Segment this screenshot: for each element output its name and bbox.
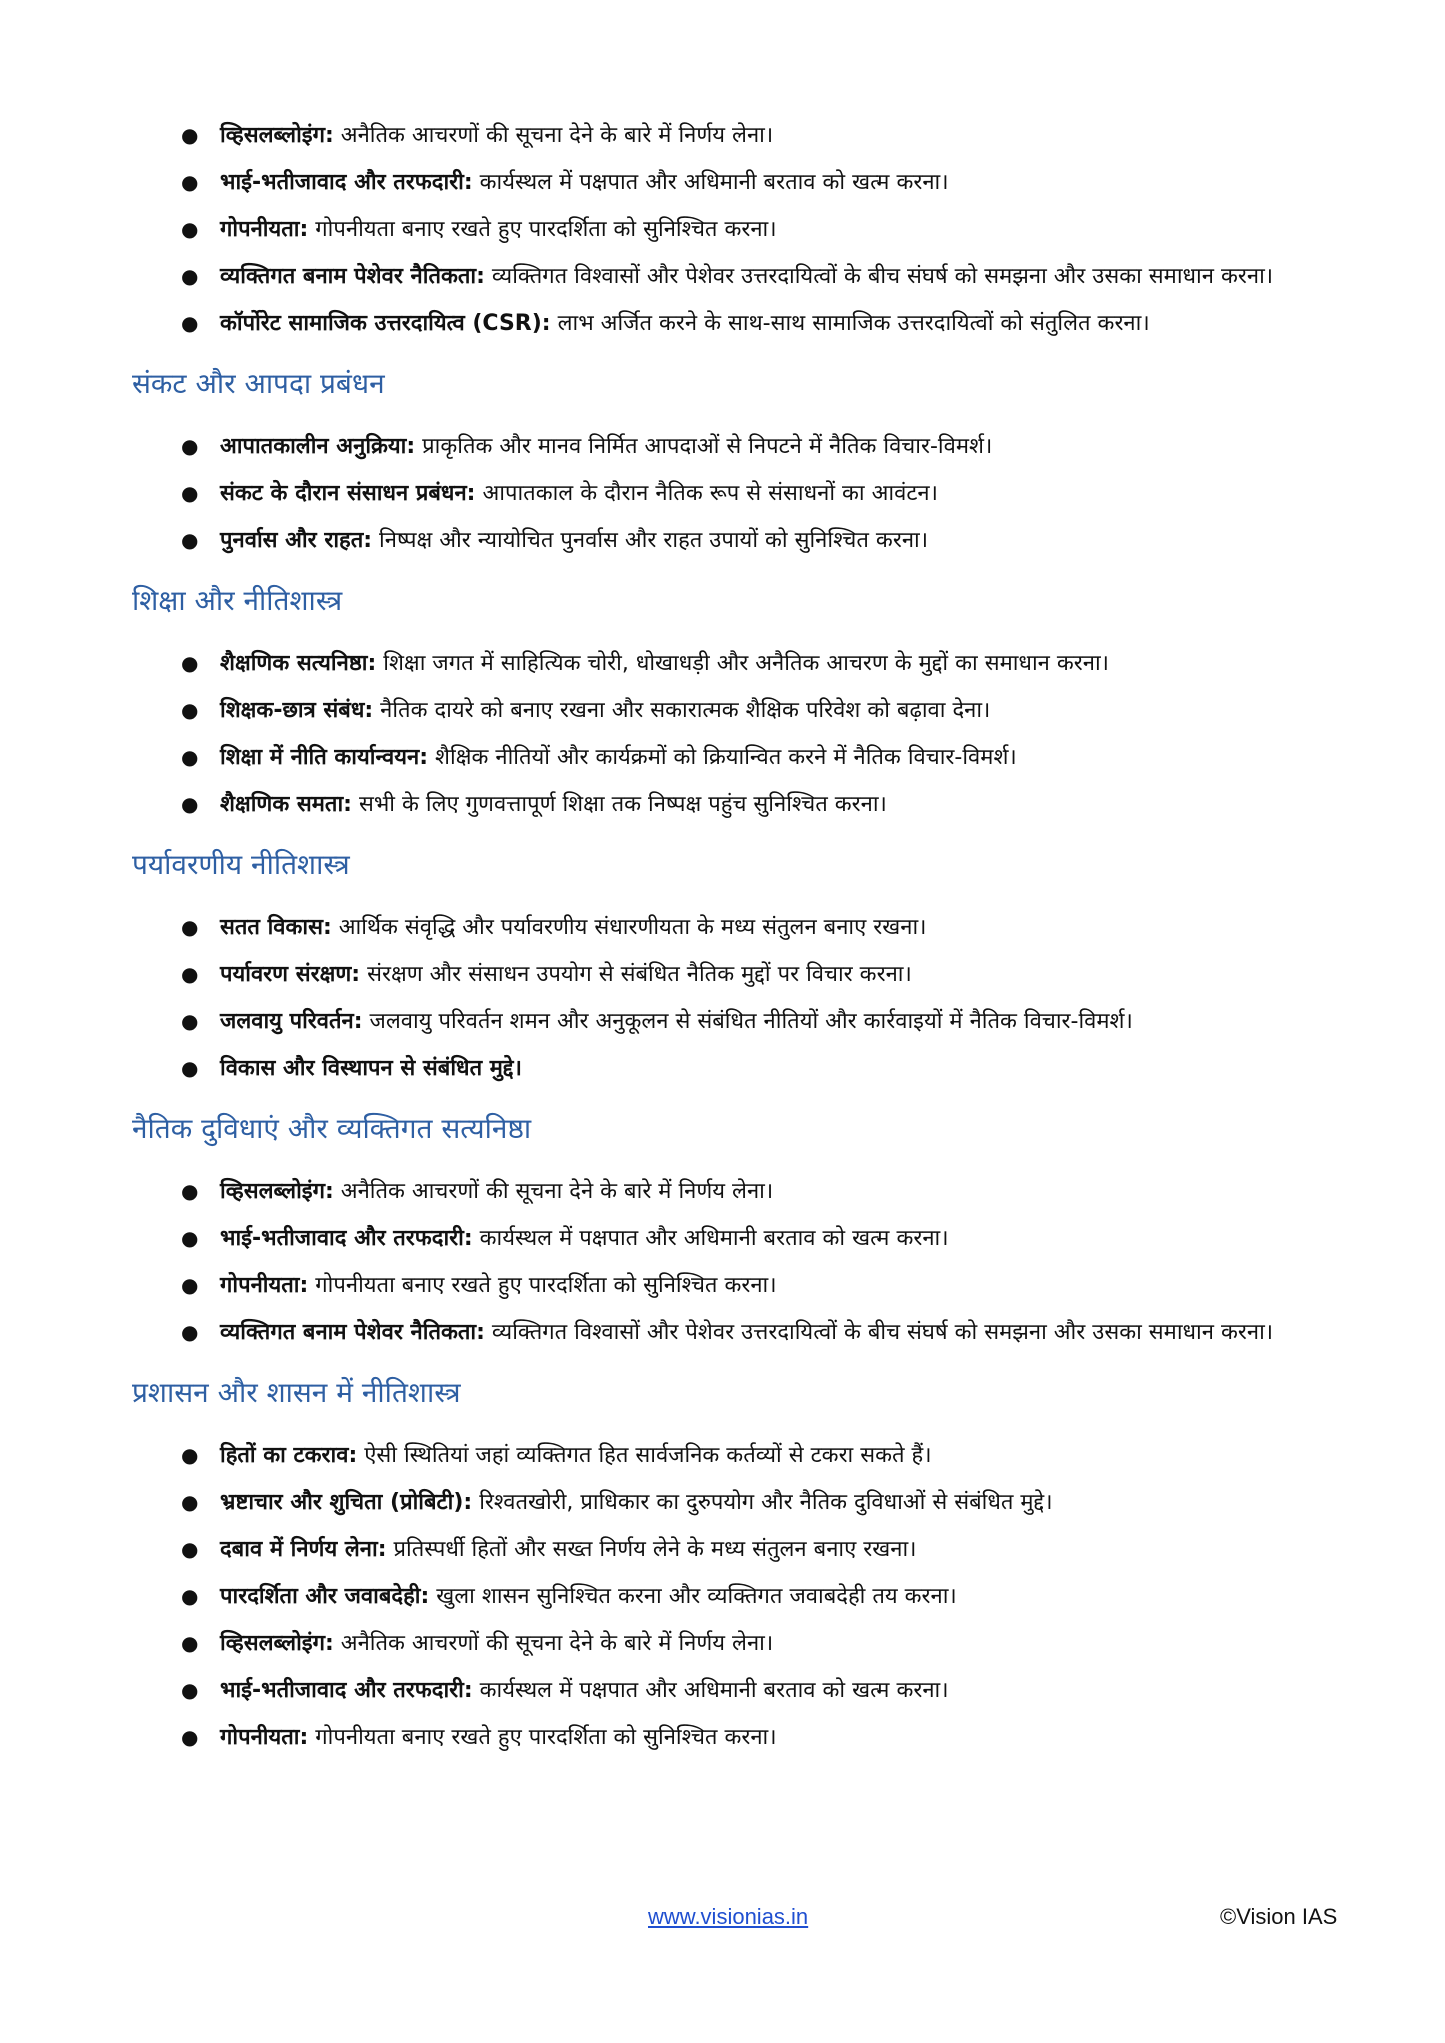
bullet-icon: ●: [181, 311, 199, 335]
item-term: भाई-भतीजावाद और तरफदारी:: [220, 1678, 473, 1703]
item-description: गोपनीयता बनाए रखते हुए पारदर्शिता को सुनिश्चित करना।: [308, 1725, 777, 1750]
list-item: [0, 1714, 1445, 1761]
item-term: व्यक्तिगत बनाम पेशेवर नैतिकता:: [220, 264, 485, 289]
list-item: [0, 1215, 1445, 1262]
item-description: गोपनीयता बनाए रखते हुए पारदर्शिता को सुनिश्चित करना।: [308, 217, 777, 242]
item-description: अनैतिक आचरणों की सूचना देने के बारे में निर्णय लेना।: [333, 1631, 774, 1656]
item-term: जलवायु परिवर्तन:: [220, 1009, 363, 1034]
item-description: कार्यस्थल में पक्षपात और अधिमानी बरताव को खत्म करना।: [472, 1678, 949, 1703]
item-description: कार्यस्थल में पक्षपात और अधिमानी बरताव को खत्म करना।: [472, 1226, 949, 1251]
item-term: गोपनीयता:: [220, 217, 309, 242]
item-term: गोपनीयता:: [220, 1273, 309, 1298]
list-item: [0, 112, 1445, 159]
section-heading: प्रशासन और शासन में नीतिशास्त्र: [132, 1376, 461, 1409]
item-term: भाई-भतीजावाद और तरफदारी:: [220, 170, 473, 195]
list-item: [0, 998, 1445, 1045]
list-item: [0, 640, 1445, 687]
list-item: [0, 159, 1445, 206]
bullet-list: [0, 112, 1445, 347]
bullet-icon: ●: [181, 1584, 199, 1608]
item-description: ऐसी स्थितियां जहां व्यक्तिगत हित सार्वजनिक कर्तव्यों से टकरा सकते हैं।: [357, 1443, 932, 1468]
item-description: आपातकाल के दौरान नैतिक रूप से संसाधनों का आवंटन।: [475, 481, 938, 506]
bullet-list: [0, 640, 1445, 828]
item-term: शिक्षा में नीति कार्यान्वयन:: [220, 745, 429, 770]
list-item: [0, 1526, 1445, 1573]
bullet-icon: ●: [181, 1009, 199, 1033]
item-term: भाई-भतीजावाद और तरफदारी:: [220, 1226, 473, 1251]
bullet-icon: ●: [181, 745, 199, 769]
bullet-icon: ●: [181, 1725, 199, 1749]
list-item: [0, 734, 1445, 781]
item-description: प्रतिस्पर्धी हितों और सख्त निर्णय लेने के मध्य संतुलन बनाए रखना।: [386, 1537, 917, 1562]
bullet-icon: ●: [181, 217, 199, 241]
bullet-icon: ●: [181, 264, 199, 288]
item-term: संकट के दौरान संसाधन प्रबंधन:: [220, 481, 476, 506]
item-term: शैक्षणिक समता:: [220, 792, 352, 817]
list-item: [0, 423, 1445, 470]
item-term: पुनर्वास और राहत:: [220, 528, 373, 553]
footer-website-link[interactable]: www.visionias.in: [648, 1904, 809, 1929]
item-term: शिक्षक-छात्र संबंध:: [220, 698, 374, 723]
list-item: [0, 470, 1445, 517]
list-item: [0, 951, 1445, 998]
item-description: संरक्षण और संसाधन उपयोग से संबंधित नैतिक मुद्दों पर विचार करना।: [360, 962, 912, 987]
item-term: हितों का टकराव:: [220, 1443, 358, 1468]
list-item: [0, 904, 1445, 951]
bullet-icon: ●: [181, 1678, 199, 1702]
bullet-list: [0, 423, 1445, 564]
list-item: [0, 1432, 1445, 1479]
list-item: [0, 1168, 1445, 1215]
item-term: शैक्षणिक सत्यनिष्ठा:: [220, 651, 377, 676]
item-description: सभी के लिए गुणवत्तापूर्ण शिक्षा तक निष्पक्ष पहुंच सुनिश्चित करना।: [351, 792, 887, 817]
item-description: व्यक्तिगत विश्वासों और पेशेवर उत्तरदायित्वों के बीच संघर्ष को समझना और उसका समाधान करना।: [484, 1320, 1274, 1345]
item-term: विकास और विस्थापन से संबंधित मुद्दे।: [220, 1056, 522, 1081]
bullet-icon: ●: [181, 481, 199, 505]
list-item: [0, 687, 1445, 734]
item-description: शैक्षिक नीतियों और कार्यक्रमों को क्रियान्वित करने में नैतिक विचार-विमर्श।: [428, 745, 1017, 770]
section-heading: संकट और आपदा प्रबंधन: [132, 367, 385, 400]
item-description: लाभ अर्जित करने के साथ-साथ सामाजिक उत्तरदायित्वों को संतुलित करना।: [550, 311, 1150, 336]
item-term: गोपनीयता:: [220, 1725, 309, 1750]
list-item: [0, 1479, 1445, 1526]
bullet-icon: ●: [181, 792, 199, 816]
bullet-icon: ●: [181, 1320, 199, 1344]
list-item: [0, 300, 1445, 347]
list-item: [0, 1262, 1445, 1309]
item-term: सतत विकास:: [220, 915, 332, 940]
bullet-list: [0, 904, 1445, 1092]
item-term: व्हिसलब्लोइंग:: [220, 123, 334, 148]
bullet-icon: ●: [181, 1490, 199, 1514]
item-description: जलवायु परिवर्तन शमन और अनुकूलन से संबंधित नीतियों और कार्रवाइयों में नैतिक विचार-विमर्श।: [362, 1009, 1133, 1034]
item-term: भ्रष्टाचार और शुचिता (प्रोबिटी):: [220, 1490, 473, 1515]
bullet-list: [0, 1168, 1445, 1356]
bullet-icon: ●: [181, 651, 199, 675]
bullet-icon: ●: [181, 1273, 199, 1297]
bullet-list: [0, 1432, 1445, 1761]
document-body: [0, 112, 1445, 1771]
bullet-icon: ●: [181, 528, 199, 552]
list-item: [0, 781, 1445, 828]
item-term: कॉर्पोरेट सामाजिक उत्तरदायित्व (CSR):: [220, 311, 551, 336]
bullet-icon: ●: [181, 915, 199, 939]
bullet-icon: ●: [181, 1179, 199, 1203]
section-heading: पर्यावरणीय नीतिशास्त्र: [132, 848, 350, 881]
bullet-icon: ●: [181, 698, 199, 722]
list-item: [0, 253, 1445, 300]
item-description: खुला शासन सुनिश्चित करना और व्यक्तिगत जवाबदेही तय करना।: [429, 1584, 957, 1609]
item-description: व्यक्तिगत विश्वासों और पेशेवर उत्तरदायित्वों के बीच संघर्ष को समझना और उसका समाधान करना।: [484, 264, 1274, 289]
bullet-icon: ●: [181, 1631, 199, 1655]
bullet-icon: ●: [181, 1226, 199, 1250]
item-term: व्यक्तिगत बनाम पेशेवर नैतिकता:: [220, 1320, 485, 1345]
bullet-icon: ●: [181, 123, 199, 147]
bullet-icon: ●: [181, 1443, 199, 1467]
list-item: [0, 1620, 1445, 1667]
list-item: [0, 1045, 1445, 1092]
bullet-icon: ●: [181, 1537, 199, 1561]
item-description: रिश्वतखोरी, प्राधिकार का दुरुपयोग और नैतिक दुविधाओं से संबंधित मुद्दे।: [472, 1490, 1053, 1515]
item-term: व्हिसलब्लोइंग:: [220, 1179, 334, 1204]
section-heading: शिक्षा और नीतिशास्त्र: [132, 584, 343, 617]
item-description: कार्यस्थल में पक्षपात और अधिमानी बरताव को खत्म करना।: [472, 170, 949, 195]
item-description: शिक्षा जगत में साहित्यिक चोरी, धोखाधड़ी और अनैतिक आचरण के मुद्दों का समाधान करना।: [376, 651, 1109, 676]
bullet-icon: ●: [181, 434, 199, 458]
bullet-icon: ●: [181, 962, 199, 986]
item-description: निष्पक्ष और न्यायोचित पुनर्वास और राहत उपायों को सुनिश्चित करना।: [372, 528, 929, 553]
bullet-icon: ●: [181, 170, 199, 194]
item-term: दबाव में निर्णय लेना:: [220, 1537, 387, 1562]
list-item: [0, 206, 1445, 253]
list-item: [0, 517, 1445, 564]
footer-copyright: ©Vision IAS: [1220, 1904, 1338, 1929]
section-heading: नैतिक दुविधाएं और व्यक्तिगत सत्यनिष्ठा: [132, 1112, 532, 1145]
list-item: [0, 1309, 1445, 1356]
list-item: [0, 1667, 1445, 1714]
list-item: [0, 1573, 1445, 1620]
item-description: प्राकृतिक और मानव निर्मित आपदाओं से निपटने में नैतिक विचार-विमर्श।: [415, 434, 993, 459]
item-term: व्हिसलब्लोइंग:: [220, 1631, 334, 1656]
item-description: अनैतिक आचरणों की सूचना देने के बारे में निर्णय लेना।: [333, 1179, 774, 1204]
item-term: पर्यावरण संरक्षण:: [220, 962, 361, 987]
item-term: आपातकालीन अनुक्रिया:: [220, 434, 416, 459]
item-term: पारदर्शिता और जवाबदेही:: [220, 1584, 430, 1609]
item-description: गोपनीयता बनाए रखते हुए पारदर्शिता को सुनिश्चित करना।: [308, 1273, 777, 1298]
bullet-icon: ●: [181, 1056, 199, 1080]
item-description: अनैतिक आचरणों की सूचना देने के बारे में निर्णय लेना।: [333, 123, 774, 148]
item-description: आर्थिक संवृद्धि और पर्यावरणीय संधारणीयता के मध्य संतुलन बनाए रखना।: [331, 915, 927, 940]
item-description: नैतिक दायरे को बनाए रखना और सकारात्मक शैक्षिक परिवेश को बढ़ावा देना।: [373, 698, 991, 723]
